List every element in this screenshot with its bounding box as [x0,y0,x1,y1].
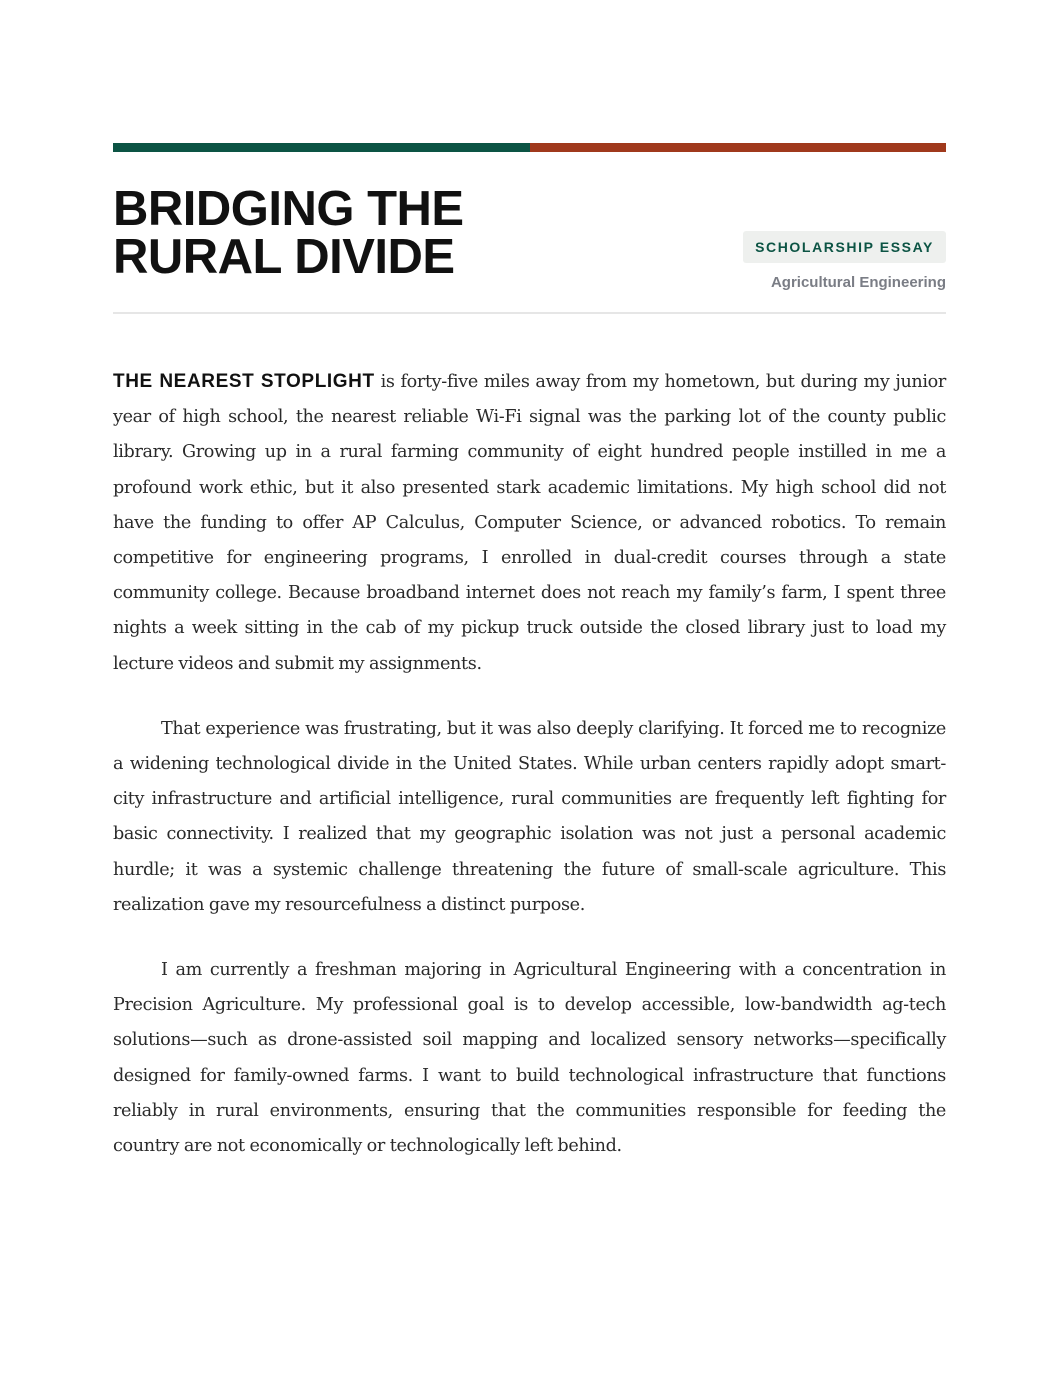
header-divider [113,312,946,314]
paragraph-3: I am currently a freshman majoring in Agricultural Engineering with a concentration in Precision Agriculture. My professional goal is to develop accessible, low-bandwidth ag-tech solutions—such as drone-assisted soil mapping and localized sensory networks—specifically designed for family-owned farms. I want to build technological infrastructure that functions reliably in rural environments, ensuring that the communities responsible for feeding the country are not economically or technologically left behind. [113,960,946,1157]
category-badge: SCHOLARSHIP ESSAY [743,231,946,263]
title-line-2: RURAL DIVIDE [113,230,455,284]
essay-meta [743,231,946,291]
title-line-1: BRIDGING THE [113,182,464,236]
essay-header [113,152,946,312]
subject-label: Agricultural Engineering [770,274,946,291]
accent-bar-green [113,143,530,152]
accent-bar [113,143,946,152]
paragraph-1-text: is forty-five miles away from my hometown, but during my junior year of high school, the nearest reliable Wi-Fi signal was the parking lot of the county public library. Growing up in a rural farming community of eight hundred people instilled in me a profound work ethic, but it also presented stark academic limitations. My high school did not have the funding to offer AP Calculus, Computer Science, or advanced robotics. To remain competitive for engineering programs, I enrolled in dual-credit courses through a state community college. Because broadband internet does not reach my family’s farm, I spent three nights a week sitting in the cab of my pickup truck outside the closed library just to load my lecture videos and submit my assignments. [113,372,946,674]
accent-bar-rust [530,143,946,152]
lead-in: THE NEAREST STOPLIGHT [113,371,375,392]
paragraph-2: That experience was frustrating, but it was also deeply clarifying. It forced me to recognize a widening technological divide in the United States. While urban centers rapidly adopt smart-city infrastructure and artificial intelligence, rural communities are frequently left fighting for basic connectivity. I realized that my geographic isolation was not just a personal academic hurdle; it was a systemic challenge threatening the future of small-scale agriculture. This realization gave my resourcefulness a distinct purpose. [113,718,946,915]
paragraph-1 [113,364,946,682]
essay-page [113,143,946,1157]
page-title [113,182,593,284]
essay-body [113,364,946,1164]
